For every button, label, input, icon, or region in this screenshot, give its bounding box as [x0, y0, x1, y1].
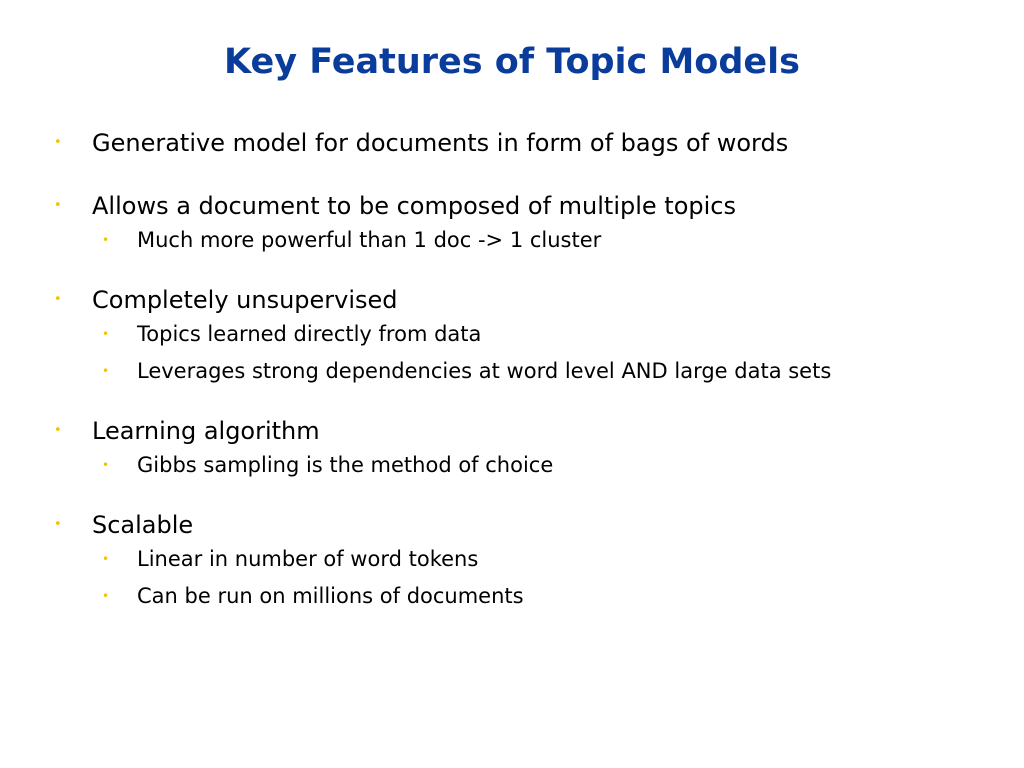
sub-bullet-icon: • [102, 327, 110, 341]
bullet-icon: • [54, 517, 62, 532]
bullet-icon: • [54, 292, 62, 307]
sub-bullet-text: Topics learned directly from data [137, 322, 482, 346]
bullet-item [54, 124, 954, 162]
sub-bullet-text: Linear in number of word tokens [137, 547, 479, 571]
sub-bullet-list [92, 544, 954, 612]
bullet-icon: • [54, 423, 62, 438]
sub-bullet-icon: • [102, 458, 110, 472]
sub-bullet-item [92, 581, 937, 612]
bullet-list [54, 124, 954, 637]
sub-bullet-text: Can be run on millions of documents [137, 584, 524, 608]
sub-bullet-item [92, 225, 937, 256]
sub-bullet-text: Much more powerful than 1 doc -> 1 cluster [137, 228, 602, 252]
sub-bullet-item [92, 450, 937, 481]
sub-bullet-list [92, 319, 954, 387]
bullet-text: Learning algorithm [92, 417, 320, 445]
bullet-item [54, 281, 954, 387]
sub-bullet-icon: • [102, 589, 110, 603]
sub-bullet-text: Gibbs sampling is the method of choice [137, 453, 554, 477]
slide-title: Key Features of Topic Models [224, 42, 800, 82]
sub-bullet-text: Leverages strong dependencies at word level AND large data sets [137, 359, 832, 383]
bullet-item [54, 506, 954, 612]
sub-bullet-list [92, 450, 954, 481]
bullet-text: Allows a document to be composed of multiple topics [92, 192, 737, 220]
sub-bullet-item [92, 319, 937, 350]
bullet-text: Scalable [92, 511, 194, 539]
sub-bullet-item [92, 544, 937, 575]
bullet-text: Generative model for documents in form of bags of words [92, 129, 789, 157]
bullet-icon: • [54, 198, 62, 213]
sub-bullet-icon: • [102, 364, 110, 378]
sub-bullet-icon: • [102, 233, 110, 247]
sub-bullet-icon: • [102, 552, 110, 566]
bullet-item [54, 187, 954, 256]
sub-bullet-item [92, 356, 937, 387]
bullet-item [54, 412, 954, 481]
bullet-text: Completely unsupervised [92, 286, 398, 314]
sub-bullet-list [92, 225, 954, 256]
bullet-icon: • [54, 135, 62, 150]
